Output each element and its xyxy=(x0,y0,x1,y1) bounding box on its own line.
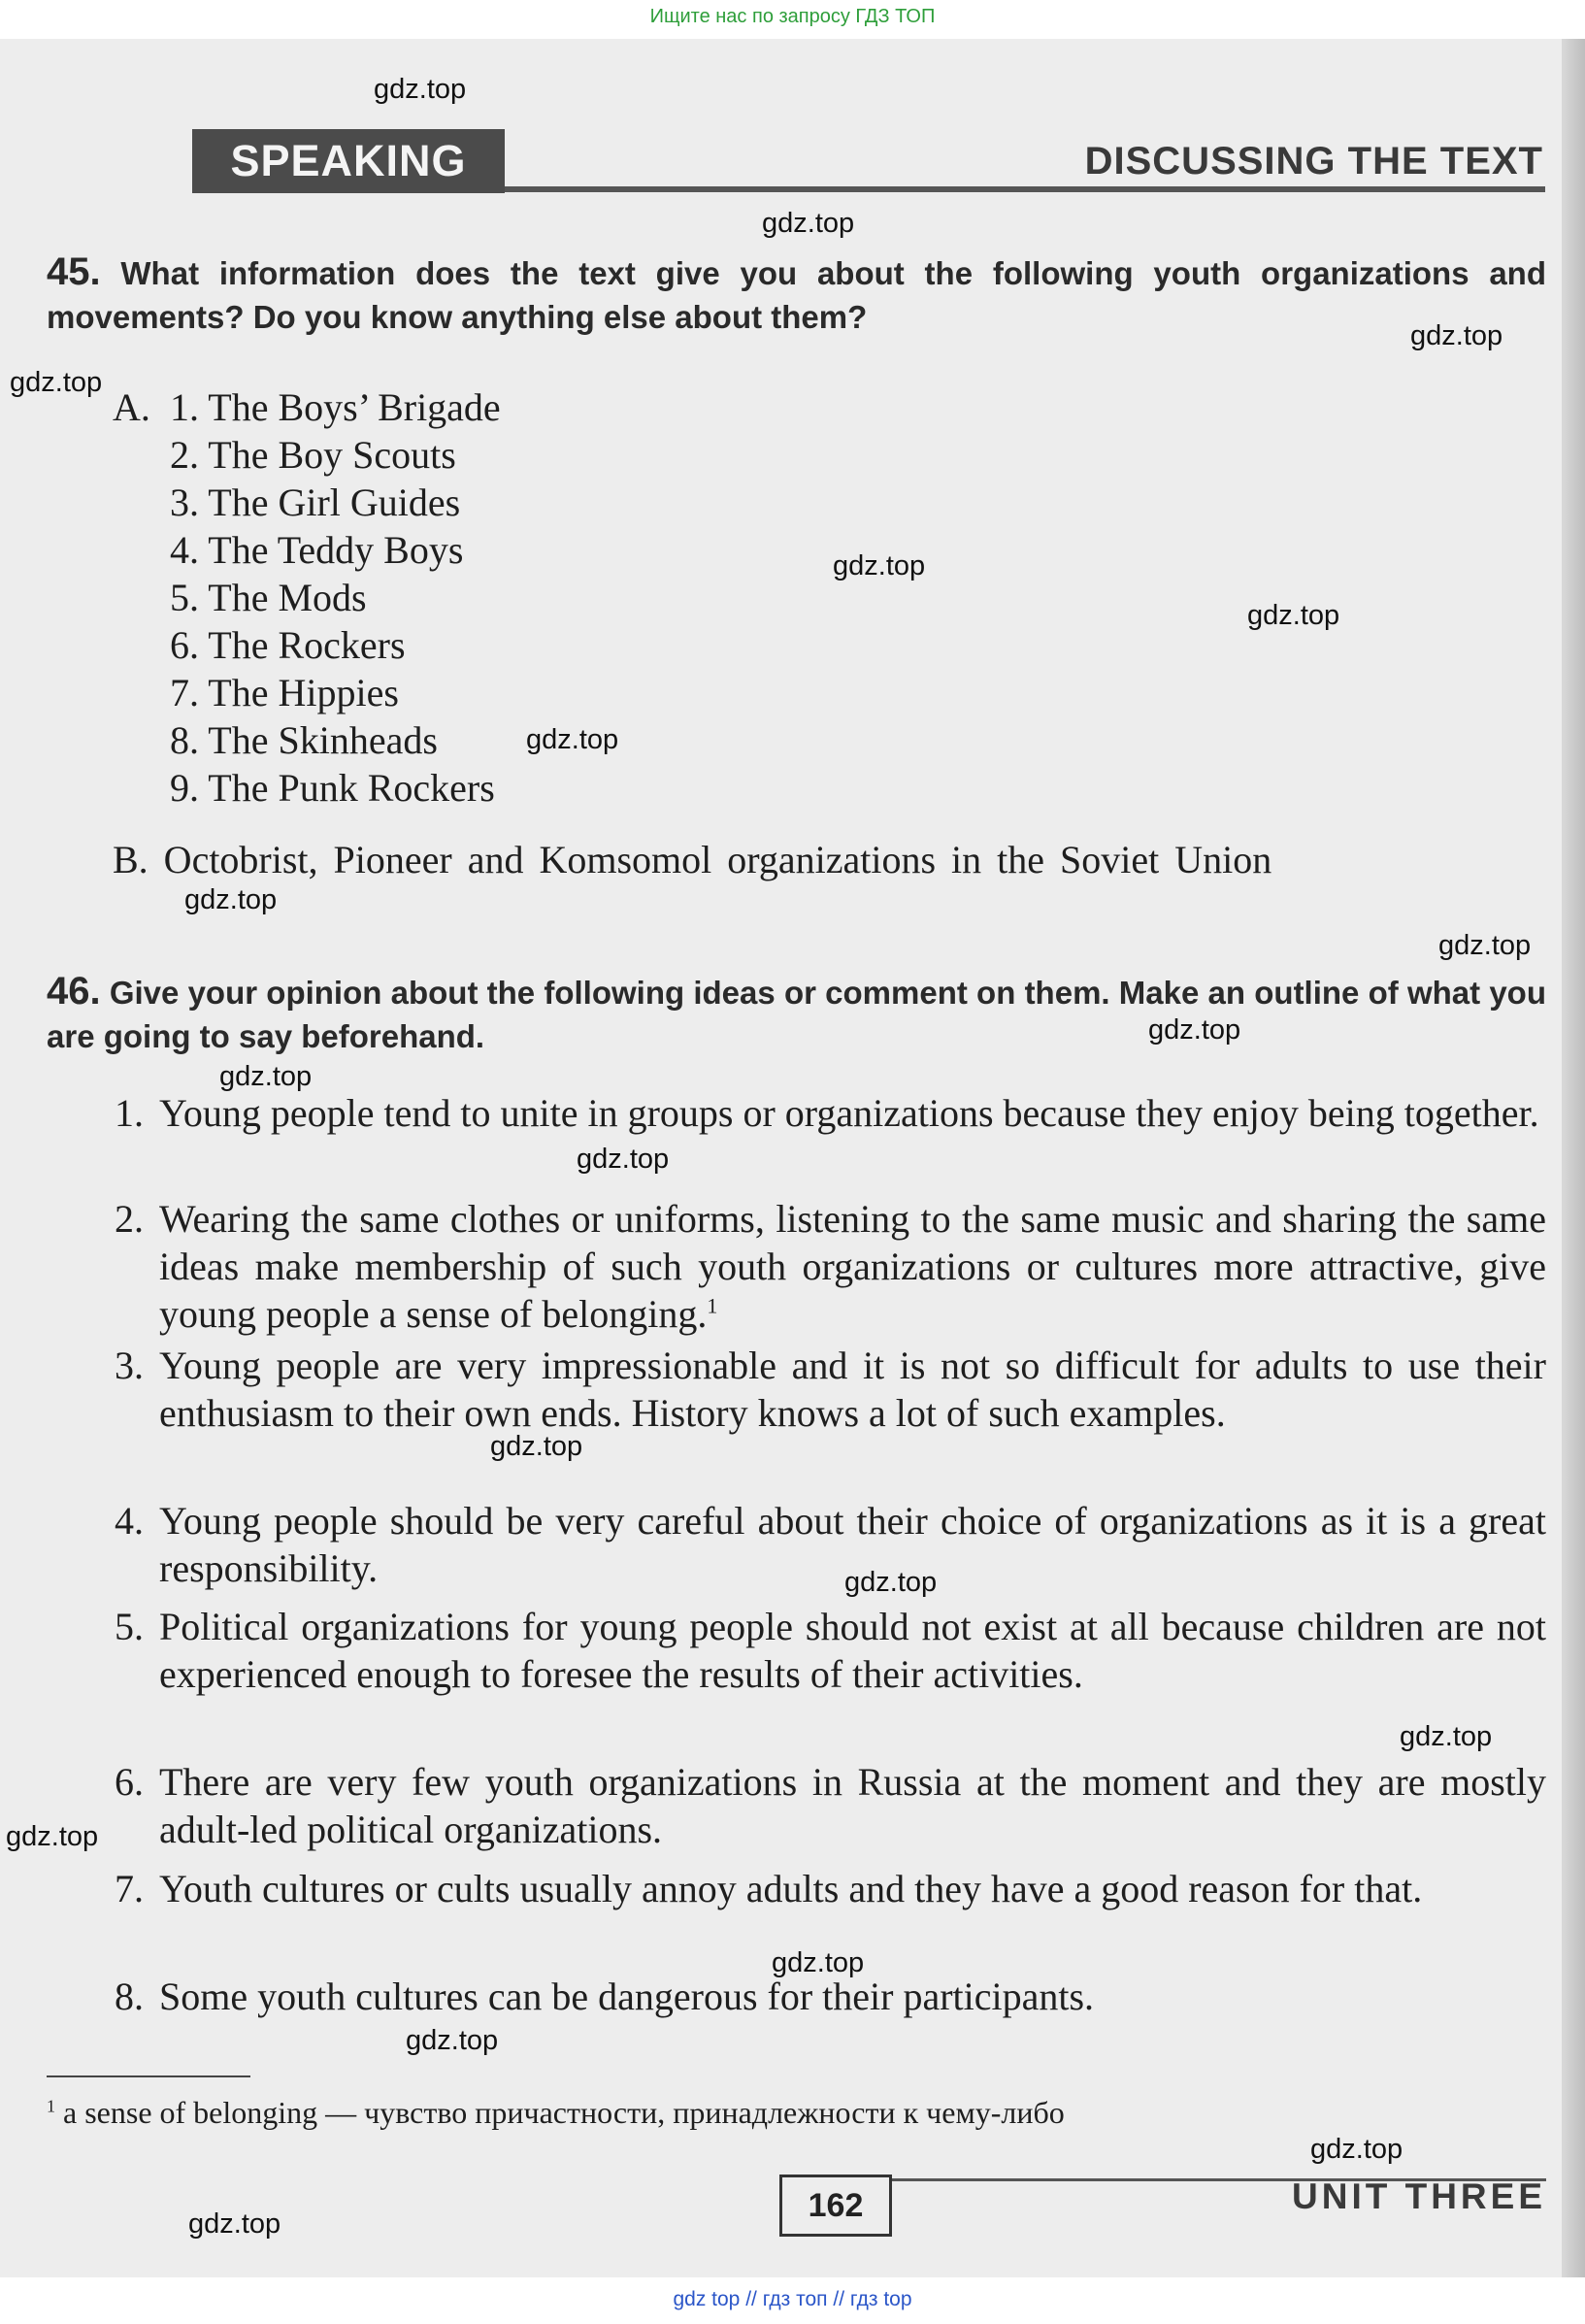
item-number: 5. xyxy=(115,1605,144,1648)
watermark: gdz.top xyxy=(772,1947,865,1978)
item-text-body: Wearing the same clothes or uniforms, listening to the same music and sharing the same ideas make membership of such youth organizations or cultures more attractive, give young people a sense of belonging. xyxy=(159,1197,1546,1336)
bottom-banner[interactable]: gdz top // гдз топ // гдз top xyxy=(673,2288,912,2310)
task-text: Give your opinion about the following ideas or comment on them. Make an outline of what you are going to say beforehand. xyxy=(47,975,1547,1054)
task-text: What information does the text give you about the following youth organizations and movements? Do you know anything else about them? xyxy=(47,255,1547,335)
watermark: gdz.top xyxy=(1247,600,1340,631)
watermark: gdz.top xyxy=(6,1821,99,1852)
opinion-item-6 xyxy=(115,1758,1546,1853)
watermark: gdz.top xyxy=(762,208,855,239)
item-number: 3. xyxy=(115,1344,144,1387)
watermark: gdz.top xyxy=(406,2025,499,2056)
list-item: 7. The Hippies xyxy=(170,671,399,714)
list-item: 5. The Mods xyxy=(170,576,367,619)
watermark: gdz.top xyxy=(184,884,278,915)
opinion-item-5 xyxy=(115,1603,1546,1698)
opinion-item-8 xyxy=(115,1973,1546,2020)
watermark: gdz.top xyxy=(188,2208,281,2240)
opinion-item-2 xyxy=(115,1195,1546,1338)
watermark: gdz.top xyxy=(526,724,619,755)
section-title: DISCUSSING THE TEXT xyxy=(1084,140,1543,183)
watermark: gdz.top xyxy=(10,367,103,398)
footnote-rule xyxy=(47,2075,250,2077)
item-number: 1. xyxy=(115,1091,144,1135)
watermark: gdz.top xyxy=(844,1567,938,1598)
group-a-letter: A. xyxy=(113,385,150,429)
group-b: B. Octobrist, Pioneer and Komsomol organizations in the Soviet Union xyxy=(113,838,1272,881)
opinion-item-4 xyxy=(115,1497,1546,1592)
footnote-number: 1 xyxy=(47,2096,55,2116)
watermark: gdz.top xyxy=(1310,2134,1403,2165)
item-number: 6. xyxy=(115,1760,144,1804)
watermark: gdz.top xyxy=(1148,1014,1241,1046)
page-number: 162 xyxy=(779,2175,892,2237)
opinion-item-1 xyxy=(115,1089,1546,1137)
list-item: 2. The Boy Scouts xyxy=(170,433,456,477)
list-item: 6. The Rockers xyxy=(170,623,406,667)
item-text: There are very few youth organizations in Russia at the moment and they are mostly adult-led political organizations. xyxy=(159,1760,1546,1851)
watermark: gdz.top xyxy=(833,550,926,581)
item-number: 4. xyxy=(115,1499,144,1543)
list-item: 1. The Boys’ Brigade xyxy=(170,385,501,429)
task-45-instruction xyxy=(47,250,1546,339)
item-text: Young people are very impressionable and it is not so difficult for adults to use their enthusiasm to their own ends. History knows a lot of such examples. xyxy=(159,1344,1546,1435)
item-number: 2. xyxy=(115,1197,144,1241)
opinion-item-7 xyxy=(115,1865,1546,1912)
item-text: Young people tend to unite in groups or organizations because they enjoy being together. xyxy=(159,1091,1539,1135)
list-item: 9. The Punk Rockers xyxy=(170,766,495,810)
item-text: Political organizations for young people should not exist at all because children are not experienced enough to foresee the results of their activities. xyxy=(159,1605,1546,1696)
task-number: 45. xyxy=(47,250,101,293)
item-text: Young people should be very careful about their choice of organizations as it is a great responsibility. xyxy=(159,1499,1546,1590)
footnote-text: a sense of belonging — чувство причастности, принадлежности к чему-либо xyxy=(63,2095,1065,2130)
page-edge xyxy=(1562,39,1585,2277)
unit-label: UNIT THREE xyxy=(1292,2176,1546,2216)
item-text: Some youth cultures can be dangerous for their participants. xyxy=(159,1975,1095,2018)
task-number: 46. xyxy=(47,970,101,1013)
textbook-page xyxy=(0,39,1585,2277)
item-text xyxy=(159,1195,1546,1338)
opinion-item-3 xyxy=(115,1342,1546,1437)
task-46-instruction xyxy=(47,970,1546,1058)
item-number: 7. xyxy=(115,1867,144,1910)
list-item: 8. The Skinheads xyxy=(170,718,438,762)
watermark: gdz.top xyxy=(219,1061,313,1092)
section-label: SPEAKING xyxy=(192,129,505,193)
list-item: 3. The Girl Guides xyxy=(170,481,461,524)
footnote-mark: 1 xyxy=(707,1293,718,1318)
list-item: 4. The Teddy Boys xyxy=(170,528,464,572)
item-number: 8. xyxy=(115,1975,144,2018)
top-banner[interactable]: Ищите нас по запросу ГДЗ ТОП xyxy=(649,6,936,27)
watermark: gdz.top xyxy=(490,1431,583,1462)
header-rule xyxy=(505,186,1545,192)
watermark: gdz.top xyxy=(1400,1721,1493,1752)
watermark: gdz.top xyxy=(374,74,467,105)
watermark: gdz.top xyxy=(1410,320,1503,351)
footnote xyxy=(47,2095,1065,2131)
watermark: gdz.top xyxy=(577,1144,670,1175)
item-text: Youth cultures or cults usually annoy adults and they have a good reason for that. xyxy=(159,1867,1423,1910)
watermark: gdz.top xyxy=(1438,930,1532,961)
